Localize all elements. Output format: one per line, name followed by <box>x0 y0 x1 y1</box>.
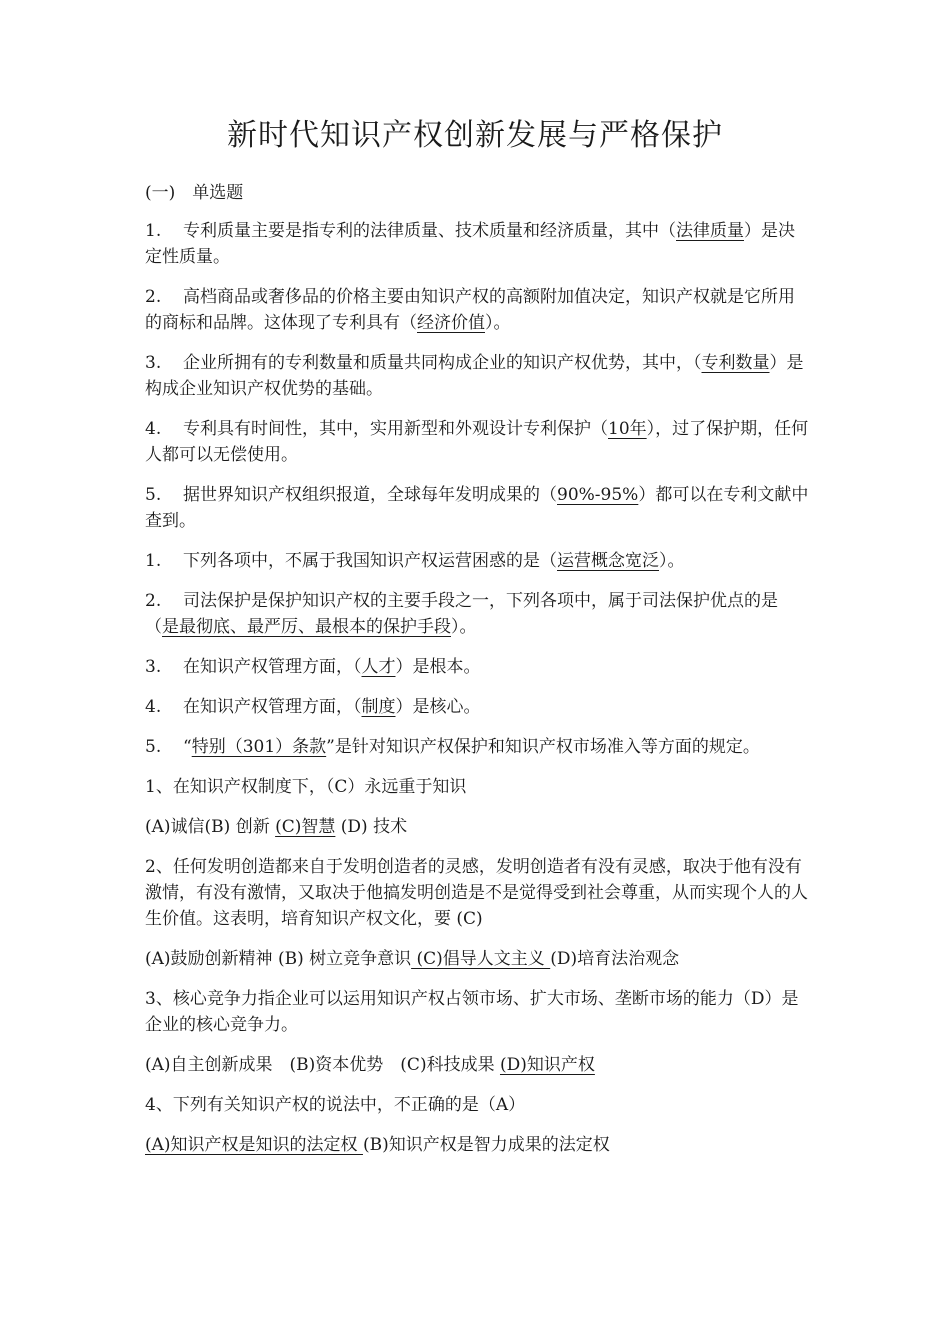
mc-options <box>145 1132 810 1158</box>
question-text: 司法保护是保护知识产权的主要手段之一，下列各项中，属于司法保护优点的是（ <box>145 591 778 637</box>
question-text: 据世界知识产权组织报道，全球每年发明成果的（ <box>183 485 557 505</box>
question-text-end: ）。 <box>485 313 511 333</box>
answer-text: 10年 <box>608 419 647 439</box>
question-text: 专利质量主要是指专利的法律质量、技术质量和经济质量，其中（ <box>183 221 676 241</box>
question-item <box>145 588 810 640</box>
question-item <box>145 654 810 680</box>
answer-text: 运营概念宽泛 <box>557 551 659 571</box>
question-number: 4. <box>145 419 162 439</box>
question-number: 4. <box>145 697 162 717</box>
answer-text: 是最彻底、最严厉、最根本的保护手段 <box>162 617 451 637</box>
option-text: (A)鼓励创新精神 (B) 树立竞争意识 <box>145 949 412 969</box>
document-title: 新时代知识产权创新发展与严格保护 <box>227 118 723 153</box>
option-text: (B)知识产权是智力成果的法定权 <box>362 1135 610 1155</box>
question-item <box>145 548 810 574</box>
answer-text: 制度 <box>361 697 396 717</box>
mc-question: 1、在知识产权制度下，（C）永远重于知识 <box>145 777 467 797</box>
question-item <box>145 350 810 402</box>
section-heading: (一) 单选题 <box>145 183 244 203</box>
answer-text: 人才 <box>361 657 396 677</box>
question-item <box>145 482 810 534</box>
question-text: 企业所拥有的专利数量和质量共同构成企业的知识产权优势，其中，（ <box>183 353 702 373</box>
question-text: 高档商品或奢侈品的价格主要由知识产权的高额附加值决定，知识产权就是它所用的商标和品牌。这体现了专利具有（ <box>145 287 795 333</box>
question-text-end: ）。 <box>451 617 477 637</box>
mc-options <box>145 946 810 972</box>
question-text-end: ）是根本。 <box>395 657 481 677</box>
correct-option: (C)倡导人文主义 <box>411 949 551 969</box>
question-text: “ <box>183 737 192 757</box>
question-text-end: ）。 <box>659 551 685 571</box>
question-number: 1. <box>145 221 162 241</box>
question-text-end: ）是核心。 <box>395 697 481 717</box>
mc-options <box>145 814 810 840</box>
correct-option: (C)智慧 <box>275 817 336 837</box>
question-text-end: ）是构成企业知识产权优势的基础。 <box>145 353 804 399</box>
question-text: 专利具有时间性，其中，实用新型和外观设计专利保护（ <box>183 419 608 439</box>
answer-text: 专利数量 <box>701 353 770 373</box>
question-number: 1. <box>145 551 162 571</box>
mc-options <box>145 1052 810 1078</box>
mc-question: 2、任何发明创造都来自于发明创造者的灵感，发明创造者有没有灵感，取决于他有没有激情，有没有激情，又取决于他搞发明创造是不是觉得受到社会尊重，从而实现个人的人生价值。这表明，培育知识产权文化，要 (C) <box>145 857 808 929</box>
question-number: 5. <box>145 485 162 505</box>
question-number: 3. <box>145 657 162 677</box>
document-body <box>145 180 810 1172</box>
question-number: 5. <box>145 737 162 757</box>
answer-text: 特别（301）条款 <box>191 737 327 757</box>
question-item <box>145 218 810 270</box>
question-item <box>145 734 810 760</box>
question-item <box>145 284 810 336</box>
option-text: (A)诚信(B) 创新 <box>145 817 276 837</box>
correct-option: (A)知识产权是知识的法定权 <box>145 1135 363 1155</box>
question-text: 下列各项中，不属于我国知识产权运营困惑的是（ <box>183 551 557 571</box>
question-number: 2. <box>145 591 162 611</box>
answer-text: 90%-95% <box>557 485 639 505</box>
question-text-end: ”是针对知识产权保护和知识产权市场准入等方面的规定。 <box>326 737 760 757</box>
mc-question: 4、下列有关知识产权的说法中，不正确的是（A） <box>145 1095 526 1115</box>
mc-question: 3、核心竞争力指企业可以运用知识产权占领市场、扩大市场、垄断市场的能力（D）是企业的核心竞争力。 <box>145 989 799 1035</box>
question-number: 2. <box>145 287 162 307</box>
correct-option: (D)知识产权 <box>499 1055 595 1075</box>
question-item <box>145 694 810 720</box>
answer-text: 经济价值 <box>417 313 485 333</box>
question-text-end: ）都可以在专利文献中查到。 <box>145 485 809 531</box>
option-text: (D)培育法治观念 <box>550 949 680 969</box>
question-text-end: ），过了保护期，任何人都可以无偿使用。 <box>145 419 809 465</box>
question-text: 在知识产权管理方面，（ <box>183 697 362 717</box>
question-text: 在知识产权管理方面，（ <box>183 657 362 677</box>
question-text-end: ）是决定性质量。 <box>145 221 795 267</box>
question-number: 3. <box>145 353 162 373</box>
option-text: (A)自主创新成果 (B)资本优势 (C)科技成果 <box>145 1055 500 1075</box>
option-text: (D) 技术 <box>335 817 408 837</box>
question-item <box>145 416 810 468</box>
answer-text: 法律质量 <box>676 221 744 241</box>
